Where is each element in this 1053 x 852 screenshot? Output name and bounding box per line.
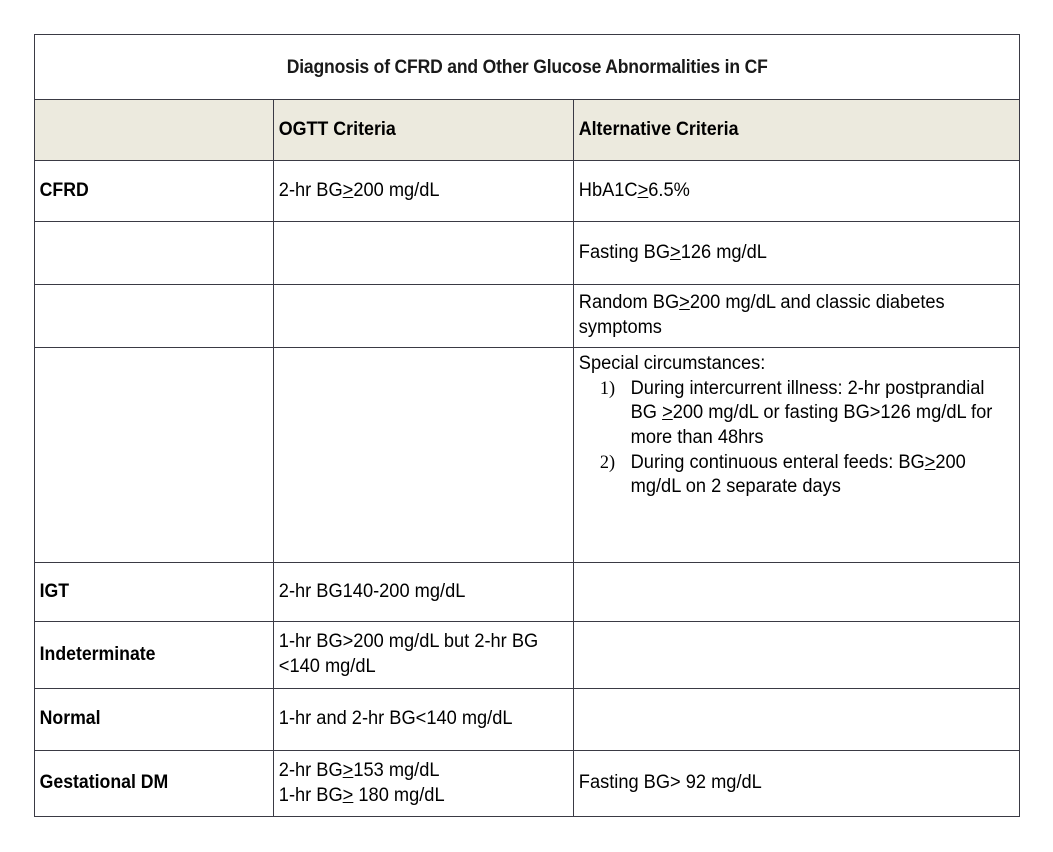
cell-cfrd-ogtt xyxy=(274,161,574,222)
column-header-ogtt xyxy=(274,100,574,161)
special-circumstances-block xyxy=(574,348,1001,503)
row-label-empty-text xyxy=(35,348,256,354)
row-label-indeterminate-text: Indeterminate xyxy=(39,643,156,665)
greater-or-equal-glyph: > xyxy=(679,292,690,314)
cell-igt-alternative-text xyxy=(574,589,1001,595)
list-item-marker: 1) xyxy=(599,377,616,399)
greater-or-equal-glyph: > xyxy=(342,759,354,781)
row-label-indeterminate xyxy=(35,622,274,689)
table-row xyxy=(35,285,1020,348)
list-item-marker: 2) xyxy=(599,451,616,473)
text-fragment: 153 mg/dL xyxy=(353,759,440,781)
greater-or-equal-glyph: > xyxy=(924,451,936,473)
cell-empty-ogtt xyxy=(274,285,574,348)
cell-igt-ogtt xyxy=(274,563,574,622)
text-fragment: 180 mg/dL xyxy=(353,784,445,806)
greater-or-equal-glyph: > xyxy=(342,179,354,201)
row-label-gestational-dm xyxy=(35,751,274,817)
table-row xyxy=(35,751,1020,817)
text-fragment: During intercurrent illness: 2-hr postprandial BG xyxy=(630,377,985,424)
cell-fasting-alternative xyxy=(574,222,1020,285)
cell-special-circumstances xyxy=(574,348,1020,563)
text-fragment: 126 mg/dL xyxy=(680,241,767,263)
special-circumstances-list xyxy=(579,377,996,500)
cell-random-alternative-text xyxy=(574,288,1001,343)
special-circumstances-lead: Special circumstances: xyxy=(578,353,766,374)
text-fragment: 6.5% xyxy=(648,179,690,201)
text-fragment: 2-hr BG xyxy=(278,179,343,201)
row-label-empty-text xyxy=(35,313,256,319)
cell-igt-ogtt-text: 2-hr BG140-200 mg/dL xyxy=(278,580,466,602)
ogtt-line-1 xyxy=(279,759,557,784)
list-item xyxy=(579,377,996,451)
cell-empty-ogtt-text xyxy=(274,250,561,256)
cell-gestational-alternative-text: Fasting BG> 92 mg/dL xyxy=(578,772,762,794)
table-row xyxy=(35,622,1020,689)
cell-empty-ogtt xyxy=(274,222,574,285)
cell-normal-alternative-text xyxy=(574,717,1001,723)
greater-or-equal-glyph: > xyxy=(342,784,354,806)
cell-cfrd-ogtt-text xyxy=(274,176,561,207)
table-title-cell xyxy=(35,35,1020,100)
column-header-blank xyxy=(35,100,274,161)
table-row xyxy=(35,161,1020,222)
ogtt-line-2 xyxy=(279,784,557,809)
cell-indeterminate-ogtt-text: 1-hr BG>200 mg/dL but 2-hr BG <140 mg/dL xyxy=(278,631,539,677)
column-header-ogtt-label: OGTT Criteria xyxy=(278,119,396,140)
list-item-text xyxy=(623,451,996,500)
row-label-normal-text: Normal xyxy=(39,708,101,730)
greater-or-equal-glyph: > xyxy=(637,179,649,201)
cfrd-diagnosis-table xyxy=(34,34,1020,817)
text-fragment: Random BG xyxy=(578,292,680,314)
column-header-alternative xyxy=(574,100,1020,161)
cell-fasting-alternative-text xyxy=(574,238,1001,269)
row-label-cfrd xyxy=(35,161,274,222)
cell-indeterminate-ogtt xyxy=(274,622,574,689)
cell-empty-ogtt-text xyxy=(274,313,561,319)
cell-indeterminate-alternative-text xyxy=(574,652,1001,658)
row-label-cfrd-text: CFRD xyxy=(39,179,89,201)
row-label-igt-text: IGT xyxy=(39,580,70,602)
table-title-row xyxy=(35,35,1020,100)
row-label-igt xyxy=(35,563,274,622)
cell-normal-ogtt xyxy=(274,689,574,751)
text-fragment: 1-hr BG xyxy=(278,784,343,806)
cell-gestational-alternative xyxy=(574,751,1020,817)
text-fragment: 200 mg/dL and classic diabetes symptoms xyxy=(578,292,945,338)
row-label-gestational-dm-text: Gestational DM xyxy=(39,772,169,794)
row-label-empty xyxy=(35,348,274,563)
greater-or-equal-glyph: > xyxy=(662,402,673,424)
row-label-empty-text xyxy=(35,250,256,256)
greater-or-equal-glyph: > xyxy=(670,241,681,263)
table-row xyxy=(35,689,1020,751)
cell-indeterminate-alternative xyxy=(574,622,1020,689)
table-row xyxy=(35,563,1020,622)
cell-normal-ogtt-text: 1-hr and 2-hr BG<140 mg/dL xyxy=(278,708,513,730)
text-fragment: HbA1C xyxy=(578,179,638,201)
table-row xyxy=(35,348,1020,563)
text-fragment: 200 mg/dL or fasting BG>126 mg/dL for more than 48hrs xyxy=(630,402,993,449)
cell-empty-ogtt-text xyxy=(274,348,561,354)
cell-random-alternative xyxy=(574,285,1020,348)
table-row xyxy=(35,222,1020,285)
list-item xyxy=(579,451,996,500)
column-header-alternative-label: Alternative Criteria xyxy=(578,119,739,140)
cell-empty-ogtt xyxy=(274,348,574,563)
text-fragment: Fasting BG xyxy=(578,241,671,263)
text-fragment: 200 mg/dL xyxy=(353,179,440,201)
list-item-text xyxy=(623,377,996,451)
table-header-row xyxy=(35,100,1020,161)
text-fragment: 200 mg/dL on 2 separate days xyxy=(630,451,966,498)
cell-gestational-ogtt-text xyxy=(274,756,561,811)
cell-cfrd-alternative-text xyxy=(574,176,1001,207)
row-label-empty xyxy=(35,222,274,285)
page-title: Diagnosis of CFRD and Other Glucose Abnormalities in CF xyxy=(286,55,768,78)
cell-gestational-ogtt xyxy=(274,751,574,817)
cell-normal-alternative xyxy=(574,689,1020,751)
text-fragment: During continuous enteral feeds: BG xyxy=(630,451,925,473)
text-fragment: 2-hr BG xyxy=(278,759,343,781)
cell-cfrd-alternative xyxy=(574,161,1020,222)
cell-igt-alternative xyxy=(574,563,1020,622)
row-label-normal xyxy=(35,689,274,751)
row-label-empty xyxy=(35,285,274,348)
